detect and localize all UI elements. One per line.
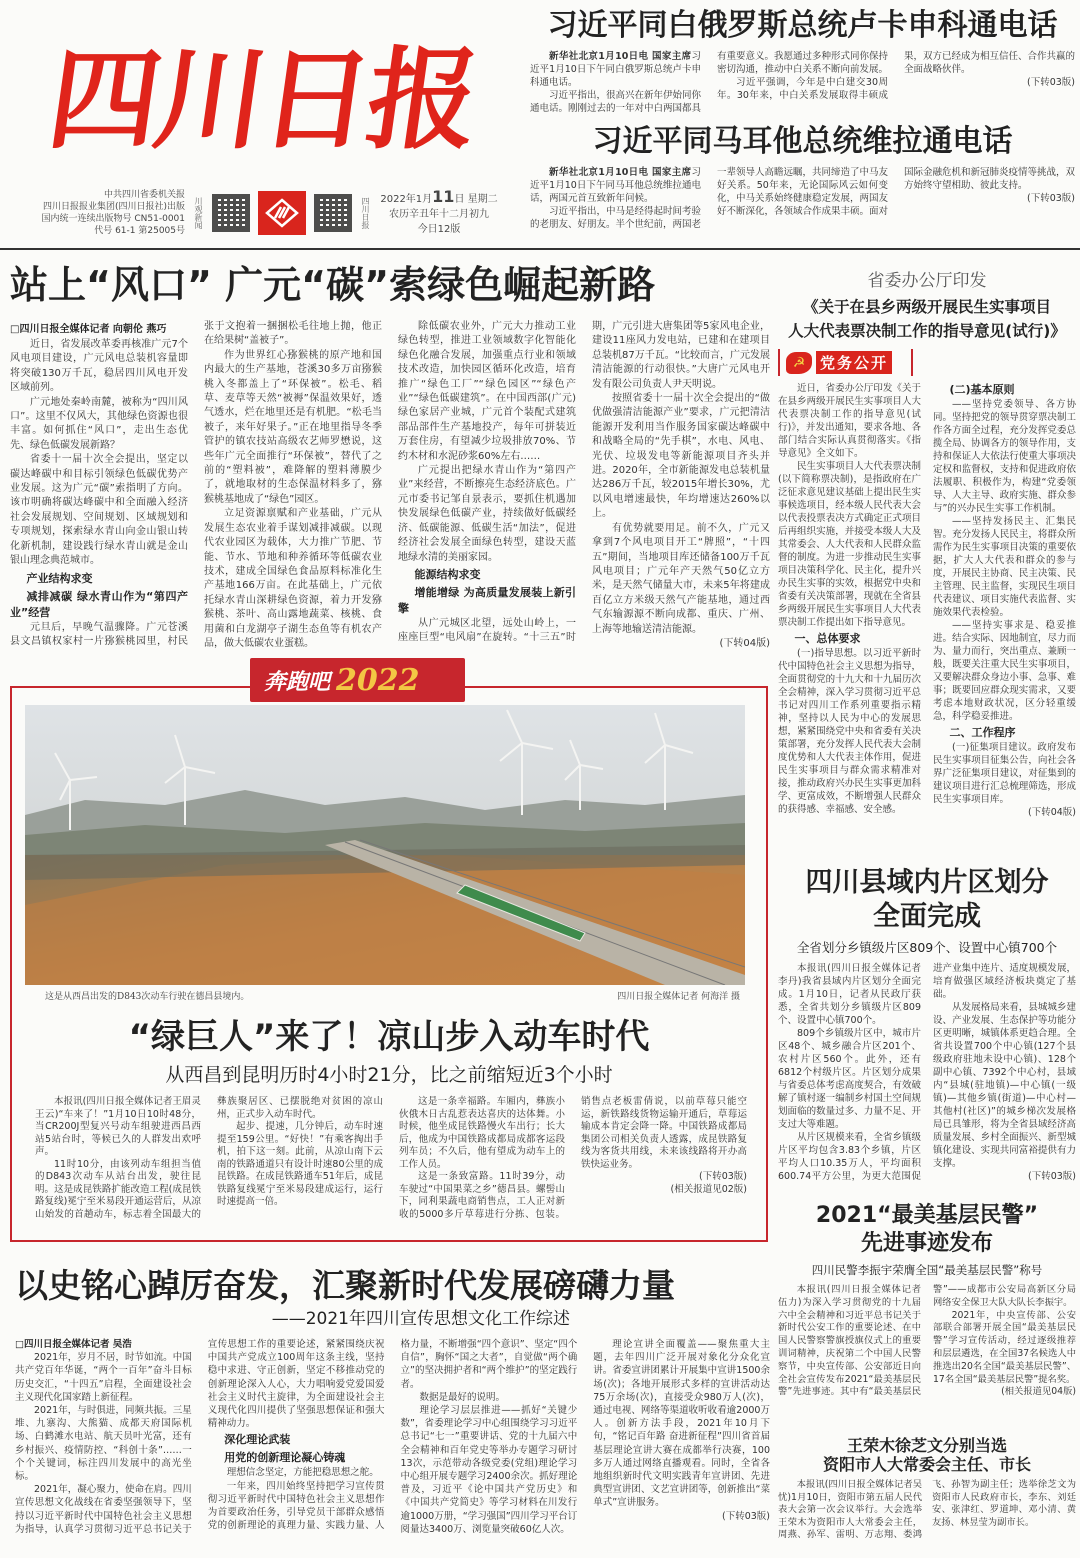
paragraph: 从片区规模来看，全省乡镇级片区平均包含3.83个乡镇，片区平均人口10.35万人，平均面积600.74平方公里，为更大范围促进产业集中连片、适度规模发展，培育做强区域经济板块奠定了基础。 xyxy=(778,963,1076,1182)
headline-line: 人大代表票决制工作的指导意见(试行)》 xyxy=(788,322,1066,340)
lunar-date: 农历辛丑年十二月初九 xyxy=(389,209,489,220)
paragraph: 理想信念坚定，方能把稳思想之舵。 xyxy=(226,1467,379,1479)
section-subheading: 产业结构求变 xyxy=(26,571,93,585)
paragraph: 起步、提速，几分钟后，动车时速提至159公里。“好快！”有乘客掏出手机，拍下这一刻。此前，从凉山南下云南的铁路通道只有设计时速80公里的成昆铁路。在成昆铁路通车51年后，成昆铁路复线冕宁至米易段建成运行，运行时速提高一倍。 xyxy=(217,1121,383,1207)
paragraph: 2021年，岁月不居，时节如流。中国共产党百年华诞，“两个一百年”奋斗目标历史交汇，“十四五”启程，全面建设社会主义现代化国家踏上新征程。 xyxy=(15,1352,192,1403)
headline[interactable] xyxy=(778,1436,1076,1474)
ziyang-story[interactable] xyxy=(778,1436,1076,1542)
date-day: 11 xyxy=(432,187,455,206)
paragraph: 近日，省委办公厅印发《关于在县乡两级开展民生实事项目人大代表票决制工作的指导意见(试行)》，并发出通知，要求各地、各部门结合实际认真贯彻落实。《指导意见》全文如下。 xyxy=(778,383,921,459)
headline-line: 2021“最美基层民警” xyxy=(815,1203,1039,1228)
jump-note[interactable]: (相关报道见02版) xyxy=(670,1183,747,1195)
jump-note[interactable]: (相关报道见04版) xyxy=(1001,1386,1076,1398)
dateline: 新华社北京1月10日电 国家主席 xyxy=(549,51,692,62)
photo-caption: 这是从西昌出发的D843次动车行驶在德昌县境内。 xyxy=(45,992,250,1002)
paragraph: 习近平指出，很高兴在新年伊始同你通电话。刚刚过去的一年对中白两国都具有重要意义。我愿通过多种形式同你保持密切沟通，推动中白关系不断向前发展。 xyxy=(530,51,889,114)
party-notice-story[interactable] xyxy=(778,266,1076,819)
paragraph: 广元提出把绿水青山作为“第四产业”来经营，不断擦亮生态经济底色。广元市委书记邹自景表示，要抓住机遇加快发展绿色低碳产业，持续做好低碳经济、低碳能源、低碳生活“加法”，促进经济社会发展全面绿色转型，建设天蓝地绿水清的美丽家园。 xyxy=(398,465,576,563)
lead-story[interactable] xyxy=(10,262,770,651)
paragraph: 这是一条幸福路。车厢内，彝族小伙俄木日古乱惹表达喜庆的达体舞。小时候，他坐成昆铁路慢火车出行；长大后，他成为中国铁路成都局成都客运段列车员；不久后，他有望成为动车上的工作人员。 xyxy=(399,1096,565,1170)
headline-line: 《关于在县乡两级开展民生实事项目 xyxy=(802,298,1051,316)
feature-subhead: 从西昌到昆明历时4小时21分，比之前缩短近3个小时 xyxy=(165,1064,613,1086)
paragraph: 本报讯(四川日报全媒体记者吴忧)1月10日，资阳市第五届人民代表大会第一次会议举行。大会选举王荣木为资阳市人大常委会主任，周燕、孙军、雷明、万志翔、娄鸿飞、孙智为副主任；选举徐芝文为资阳市人民政府市长，李东、刘廷安、张津红、罗道坤、邓小清、黄友扬、林昱莹为副市长。 xyxy=(778,1479,1076,1541)
review-story[interactable] xyxy=(15,1266,770,1536)
date-suffix: 日 星期二 xyxy=(454,194,498,205)
byline: □四川日报全媒体记者 向朝伦 燕巧 xyxy=(10,324,167,335)
paragraph: 习近平指出，中马是经得起时间考验的老朋友、好朋友。半个世纪前，两国老一辈领导人高瞻远瞩，共同缔造了中马友好关系。50年来，无论国际风云如何变化，中马关系始终健康稳定发展，两国友好不断深化，各领域合作成果丰硕。面对国际金融危机和新冠肺炎疫情等挑战，双方始终守望相助、彼此支持。 xyxy=(530,167,1076,230)
paragraph: 理论学习层层推进——抓好“关键少数”，省委理论学习中心组围绕学习习近平总书记“七一”重要讲话、党的十九届六中全会精神和百年党史等举办专题学习研讨13次，示范带动各级党委(党组)理论学习中心组开展专题学习2400余次。抓好理论普及，习近平《论中国共产党历史》和《中国共产党简史》等学习材料在川发行逾1000万册，“学习强国”四川学习平台订阅量达3400万、浏览量突破60亿人次。 xyxy=(400,1405,578,1535)
tag-label: 奔跑吧 xyxy=(264,669,331,695)
qr-label: 川观新闻 xyxy=(194,197,203,229)
byline: □四川日报全媒体记者 吴浩 xyxy=(15,1339,132,1350)
masthead-info xyxy=(40,188,520,238)
page-count: 今日12版 xyxy=(417,224,461,235)
paragraph: 数据是最好的说明。 xyxy=(419,1391,506,1403)
qr-code-icon[interactable] xyxy=(212,194,250,232)
paragraph: 作为世界红心猕猴桃的原产地和国内最大的生产基地，苍溪30多万亩猕猴桃入冬都盖上了“环保被”。松毛、稻草、麦草等天然“被褥”保温效果好，透气透水，烂在地里还是有机肥。“松毛当被子，来年好果子。”正在地里指导冬季管护的镇农技站高级农艺师罗懋说，这些年广元全面推行“环保被”，替代了之前的“塑料被”，难降解的塑料薄膜少了，就地取材的生态保温材料多了，猕猴桃基地成了“绿色”园区。 xyxy=(204,349,382,505)
paragraph: ——坚持实事求是、稳妥推进。结合实际、因地制宜，尽力而为、量力而行，突出重点、兼顾一般，既要关注重大民生实事项目，又要解决群众身边小事、急事、难事；既要回应群众现实需求，又要考虑本地财政状况，区分轻重缓急，科学稳妥推进。 xyxy=(933,620,1076,722)
publisher-line: 国内统一连续出版物号 CN51-0001 xyxy=(41,214,185,224)
paragraph: 2021年，中央宣传部、公安部联合部署开展全国“最美基层民警”学习宣传活动，经过逐级推荐和层层遴选，在全国37名候选人中推选出20名全国“最美基层民警”、17名全国“最美基层民警”提名奖。 xyxy=(933,1309,1076,1385)
newspaper-group-logo-icon xyxy=(258,191,306,235)
paragraph: 省委十一届十次全会提出，坚定以碳达峰碳中和目标引领绿色低碳优势产业发展。这为广元“碳”索指明了方向。该市明确将碳达峰碳中和全面融入经济社会发展规划、空间规划、区域规划和专项规划，探索绿水青山向金山银山转化新机制，建设践行绿水青山就是金山银山理念典范城市。 xyxy=(10,454,188,567)
paragraph: 按照省委十一届十次全会提出的“做优做强清洁能源产业”要求，广元把清洁能源开发利用当作服务国家碳达峰碳中和战略全局的“先手棋”，水电、风电、光伏、垃圾发电等新能源项目齐头并进。2020年，全市新能源发电总装机量达286万千瓦，较2015年增长30%，尤以风电增速最快，年均增速达260%以上。 xyxy=(592,393,770,520)
paragraph: 一年来，四川始终坚持把学习宣传贯彻习近平新时代中国特色社会主义思想作为首要政治任务，引导党员干部群众感悟党的创新理论的真理力量、实践力量、人格力量，不断增强“四个意识”、坚定“四个自信”，胸怀“国之大者”，自觉做“两个确立”的坚决拥护者和“两个维护”的坚定践行者。 xyxy=(207,1339,578,1532)
paragraph: ——坚持党委领导、各方协同。坚持把党的领导贯穿票决制工作各方面全过程，充分发挥党委总揽全局、协调各方的领导作用，支持和保证人大依法行使重大事项决定权和监督权，支持和促进政府依法履职、积极作为，构建“党委领导、人大主导、政府实施、群众参与”的兴办民生实事工作机制。 xyxy=(933,399,1076,514)
headline[interactable] xyxy=(778,866,1076,934)
police-story[interactable] xyxy=(778,1202,1076,1399)
top-story-belarus[interactable] xyxy=(530,8,1075,115)
train-photo[interactable] xyxy=(25,705,745,985)
section-subheading: 减排减碳 绿水青山作为“第四产业”经营 xyxy=(10,589,188,619)
paragraph: 除低碳农业外，广元大力推动工业绿色转型，推进工业领域数字化智能化绿色化融合发展，加强重点行业和领域技术改造，加快园区循环化改造，培育推广“绿色工厂”“绿色园区”“绿色产业”“绿色低碳建筑”。在中国西部(广元)绿色家居产业城，广元首个装配式建筑部品部件生产基地投产，每年可拼装近万套住房，有望减少垃圾排放70%、节约木材和水泥砂浆60%左右…… xyxy=(398,321,576,462)
date-prefix: 2022年1月 xyxy=(380,194,433,205)
party-affairs-badge xyxy=(778,349,913,376)
paragraph-text: 习近平1月10日下午同马耳他总统维拉通电话，两国元首互致新年问候。 xyxy=(530,167,701,204)
headline-line: 全面完成 xyxy=(873,901,981,932)
jump-note[interactable]: (下转04版) xyxy=(719,637,770,649)
paragraph: 2021年，凝心聚力，使命在肩。四川宣传思想文化战线在省委坚强领导下，坚持以习近平新时代中国特色社会主义思想为指导，认真学习贯彻习近平总书记关于宣传思想工作的重要论述，紧紧围绕庆祝中国共产党成立100周年这条主线，坚持稳中求进、守正创新，坚定不移推动党的创新理论深入人心，大力唱响爱党爱国爱社会主义时代主旋律，为全面建设社会主义现代化四川提供了坚强思想保证和强大精神动力。 xyxy=(15,1339,385,1535)
section-subheading: 二、工作程序 xyxy=(949,726,1016,739)
headline[interactable] xyxy=(778,295,1076,343)
paragraph: 从广元城区北望，远处山岭上，一座座巨型“电风扇”在旋转。“十三五”时期，广元引进大唐集团等5家风电企业，建设11座风力发电站，已建和在建项目总装机87万千瓦。“比较而言，广元发展清洁能源的行动很快。”大唐广元风电开发有限公司负责人尹天明说。 xyxy=(398,321,770,644)
paragraph xyxy=(530,50,701,89)
paragraph: 元旦后，早晚气温骤降。广元苍溪县文昌镇权家村一片猕猴桃园里，村民张于文抱着一捆捆松毛往地上抛，他正在给果树“盖被子”。 xyxy=(10,321,382,647)
section-tag xyxy=(250,658,465,702)
paragraph: (一)指导思想。以习近平新时代中国特色社会主义思想为指导，全面贯彻党的十九大和十九届历次全会精神，深入学习贯彻习近平总书记对四川工作系列重要指示精神，坚持以人民为中心的发展思想，紧紧围绕党中央和省委有关决策部署，充分发挥人民代表大会制度优势和人大代表主体作用，促进民生实事项目与群众需求精准对接，推动政府兴办民生实事更加科学、更富成效，不断增强人民群众的获得感、幸福感、安全感。 xyxy=(778,648,921,815)
headline-line: 资阳市人大常委会主任、市长 xyxy=(822,1455,1031,1474)
paragraph: 立足资源禀赋和产业基础，广元从发展生态农业着手谋划减排减碳。以现代农业园区为载体，大力推广节肥、节能、节水、节地和种养循环等低碳农业技术，建成全国绿色食品原料标准化生产基地166万亩。在此基础上，广元依托绿水青山深耕绿色资源，着力开发猕猴桃、茶叶、高山露地蔬菜、核桃、食用菌和白龙湖亭子湖生态鱼等有机农产品，做大低碳农业蛋糕。 xyxy=(204,508,382,649)
headline-line: 王荣木徐芝文分别当选 xyxy=(846,1436,1007,1455)
paragraph: 本报讯(四川日报全媒体记者王眉灵 王云)“车来了！”1月10日10时48分，当CR200J型复兴号动车组驶进西昌西站5站台时，等候已久的人群发出欢呼声。 xyxy=(35,1096,201,1157)
publisher-line: 代号 61-1 第25005号 xyxy=(94,226,185,236)
kicker: 省委办公厅印发 xyxy=(867,271,987,291)
paragraph: (一)征集项目建议。政府发布民生实事项目征集公告，向社会各界广泛征集项目建议，对征集到的建议项目进行汇总梳理筛选，形成民生实事项目库。 xyxy=(933,742,1076,805)
headline-line: 四川县域内片区划分 xyxy=(805,867,1049,898)
paragraph: 2021年，与时俱进，同频共振。三星堆、九寨沟、大熊猫、成都天府国际机场、白鹤滩水电站、航天员叶光富，还有乡村振兴、疫情防控、“科创十条”……一个个关键词，标注四川发展中的高光坐标。 xyxy=(15,1405,192,1483)
paragraph: 本报讯(四川日报全媒体记者李丹)我省县域内片区划分全面完成。1月10日，记者从民政厅获悉，全省共划分乡镇级片区809个、设置中心镇700个。 xyxy=(778,963,921,1026)
county-story[interactable] xyxy=(778,866,1076,1183)
publisher-line: 中共四川省委机关报 xyxy=(103,190,185,200)
headline[interactable] xyxy=(778,1202,1076,1258)
dateline: 新华社北京1月10日电 国家主席 xyxy=(549,167,692,178)
photo-scene xyxy=(25,705,745,985)
qr-code-icon[interactable] xyxy=(314,194,352,232)
subhead: 全省划分乡镇级片区809个、设置中心镇700个 xyxy=(796,940,1058,955)
paragraph-text: 习近平1月10日下午同白俄罗斯总统卢卡申科通电话。 xyxy=(530,51,701,88)
publisher-info xyxy=(40,189,185,237)
article-body xyxy=(778,1479,1076,1542)
section-subheading: (二)基本原则 xyxy=(949,383,1015,396)
headline[interactable]: 站上“风口” 广元“碳”索绿色崛起新路 xyxy=(10,263,656,307)
jump-note[interactable]: (下转04版) xyxy=(1027,807,1076,818)
paragraph: 本报讯(四川日报全媒体记者伍力)为深入学习贯彻党的十九届六中全会精神和习近平总书记关于新时代公安工作的重要论述、在中国人民警察警旗授旗仪式上的重要训词精神，庆祝第二个中国人民警察节，中央宣传部、公安部近日向全社会宣传发布2021“最美基层民警”先进事迹。其中有“最美基层民警”——成都市公安局高新区分局网络安全保卫大队大队长李振宇。 xyxy=(778,1284,1076,1398)
paragraph xyxy=(530,166,701,205)
subhead: ——2021年四川宣传思想文化工作综述 xyxy=(271,1309,570,1329)
masthead-divider xyxy=(0,248,1080,250)
masthead-logo: 四川日报 xyxy=(41,35,484,164)
photo-credit: 四川日报全媒体记者 何海洋 摄 xyxy=(617,992,740,1002)
paragraph: ——坚持发扬民主、汇集民智。充分发扬人民民主，将群众所需作为民生实事项目决策的重要依据，扩大人大代表和群众的参与度，开展民主协商、民主决策、民主管理、民主监督，实现民生项目代表建议、项目实施代表监督、实施效果代表检验。 xyxy=(933,516,1076,618)
article-body xyxy=(35,1096,747,1221)
article-body xyxy=(778,962,1076,1183)
qr-label: 四川日报 xyxy=(361,197,370,229)
jump-note[interactable]: (下转03版) xyxy=(1027,1171,1076,1182)
publisher-line: 四川日报报业集团(四川日报社)出版 xyxy=(42,202,185,212)
section-subheading: 增能增绿 为高质量发展装上新引擎 xyxy=(398,585,576,615)
section-subheading: 深化理论武装 xyxy=(224,1433,291,1447)
feature-headline[interactable]: “绿巨人”来了！凉山步入动车时代 xyxy=(128,1017,650,1057)
jump-note[interactable]: (下转03版) xyxy=(698,1171,747,1182)
paragraph: 11时10分，由该列动车组担当值的D843次动车从站台出发，驶往昆明。这是成昆铁路扩能改造工程(成昆铁路复线)冕宁至米易段开通运营后，从凉山始发的首趟动车，标志着全国最大的彝族聚居区、已摆脱绝对贫困的凉山州，正式步入动车时代。 xyxy=(35,1096,383,1220)
paragraph: 这是一条致富路。11时39分，动车驶过“中国果菜之乡”德昌县。螺髻山下，同利果蔬电商销售点，工人正对新收的5000多斤草莓进行分拣、包装。销售点老板雷倩说，以前草莓只能空运，新铁路线货物运输开通后，草莓运输成本肯定会降一降。中国铁路成都局集团公司相关负责人透露，成昆铁路复线为客货共用线，未来该线路将开办高铁快运业务。 xyxy=(399,1096,747,1220)
headline[interactable]: 以史铭心踔厉奋发，汇聚新时代发展磅礴力量 xyxy=(15,1266,675,1305)
jump-note[interactable]: (下转03版) xyxy=(1026,193,1075,204)
jump-note[interactable]: (下转03版) xyxy=(721,1510,770,1522)
article-body xyxy=(15,1338,770,1536)
paragraph: 民生实事项目人大代表票决制(以下简称票决制)，是指政府在广泛征求意见建议基础上提出民生实事候选项目，经本级人民代表大会以代表投票表决方式确定正式项目后再组织实施，并接受本级人大及其常委会、人大代表和人民群众监督的制度。为进一步推动民生实事项目决策科学化、民主化，提升兴办民生实事的实效，根据党中央和省委有关决策部署，现就在全省县乡两级开展民生实事项目人大代表票决制工作提出如下指导意见。 xyxy=(778,461,921,628)
section-subheading: 能源结构求变 xyxy=(414,567,481,581)
section-subheading: 用党的创新理论凝心铸魂 xyxy=(224,1451,346,1465)
headline-line: 先进事迹发布 xyxy=(860,1231,993,1256)
tag-year: 2022 xyxy=(336,662,420,698)
badge-label: 党务公开 xyxy=(816,351,892,374)
paragraph: 广元地处秦岭南麓，被称为“四川风口”。这里不仅风大，其他绿色资源也很丰富。如何抓住“风口”，走出生态优先、绿色低碳发展新路？ xyxy=(10,396,188,451)
top-story-malta[interactable] xyxy=(530,124,1075,231)
headline[interactable]: 习近平同马耳他总统维拉通电话 xyxy=(592,124,1013,159)
headline[interactable]: 习近平同白俄罗斯总统卢卡申科通电话 xyxy=(547,8,1058,43)
jump-note[interactable]: (下转03版) xyxy=(1026,77,1075,88)
paragraph: 809个乡镇级片区中，城市片区48个、城乡融合片区201个、农村片区560个。此外，还有6812个村级片区。片区划分成果与省委总体考虑高度契合，有效破解了镇村逐一编制乡村国土空间规划面临的数量过多、力量不足、开支过大等难题。 xyxy=(778,1028,921,1130)
issue-date xyxy=(379,189,499,237)
article-body xyxy=(10,320,770,651)
paragraph: 从发展格局来看，县城城乡建设、产业发展、生态保护等功能分区更明晰，城镇体系更趋合理。全省共设置700个中心镇(127个县级政府驻地未设中心镇)、128个副中心镇、7392个中心村，县域内“县城(驻地镇)—中心镇(一级镇)—其他乡镇(街道)—中心村—其他村(社区)”的城乡梯次发展格局已具雏形，将为全省县域经济高质量发展、乡村全面振兴、新型城镇化建设、实现共同富裕提供有力支撑。 xyxy=(933,1002,1076,1169)
section-subheading: 一、总体要求 xyxy=(794,632,861,645)
paragraph: 理论宣讲全面覆盖——聚焦重大主题，去年四川广泛开展对象化分众化宣讲。省委宣讲团累计开展集中宣讲1500余场(次)；各地开展形式多样的宣讲活动达75万余场(次)，直接受众980万人(次)，通过电视、网络等渠道收听收看逾2000万人。创新方法手段，2021年10月下旬，“铭记百年路 奋进新征程”四川省首届基层理论宣讲大赛在成都举行决赛，100多万人通过网络直播观看。同时，全省各地组织新时代文明实践青年宣讲团、先进典型宣讲团、文艺宣讲团等，创新推出“菜单式”宣讲服务。 xyxy=(593,1339,770,1509)
paragraph: 习近平强调，今年是中白建交30周年。30年来，中白关系发展取得丰硕成果，双方已经成为相互信任、合作共赢的全面战略伙伴。 xyxy=(717,51,1076,101)
subhead: 四川民警李振宇荣膺全国“最美基层民警”称号 xyxy=(811,1263,1043,1277)
article-body xyxy=(778,382,1076,819)
sichuan-map-party-icon: ☭ xyxy=(786,352,812,374)
paragraph: 近日，省发展改革委再核准广元7个风电项目建设，广元风电总装机容量即将突破130万千瓦，稳居四川风电开发区域前列。 xyxy=(10,339,188,394)
article-body xyxy=(778,1284,1076,1399)
paragraph: 有优势就要用足。前不久，广元又拿到7个风电项目开工“牌照”，“十四五”期间，当地项目库还储备100万千瓦风电项目；广元年产天然气50亿立方米，是天然气储量大市，未来5年将建成百亿立方米级天然气产能基地，通过西气东输源源不断向成都、重庆、广州、上海等地输送清洁能源。 xyxy=(592,522,770,635)
